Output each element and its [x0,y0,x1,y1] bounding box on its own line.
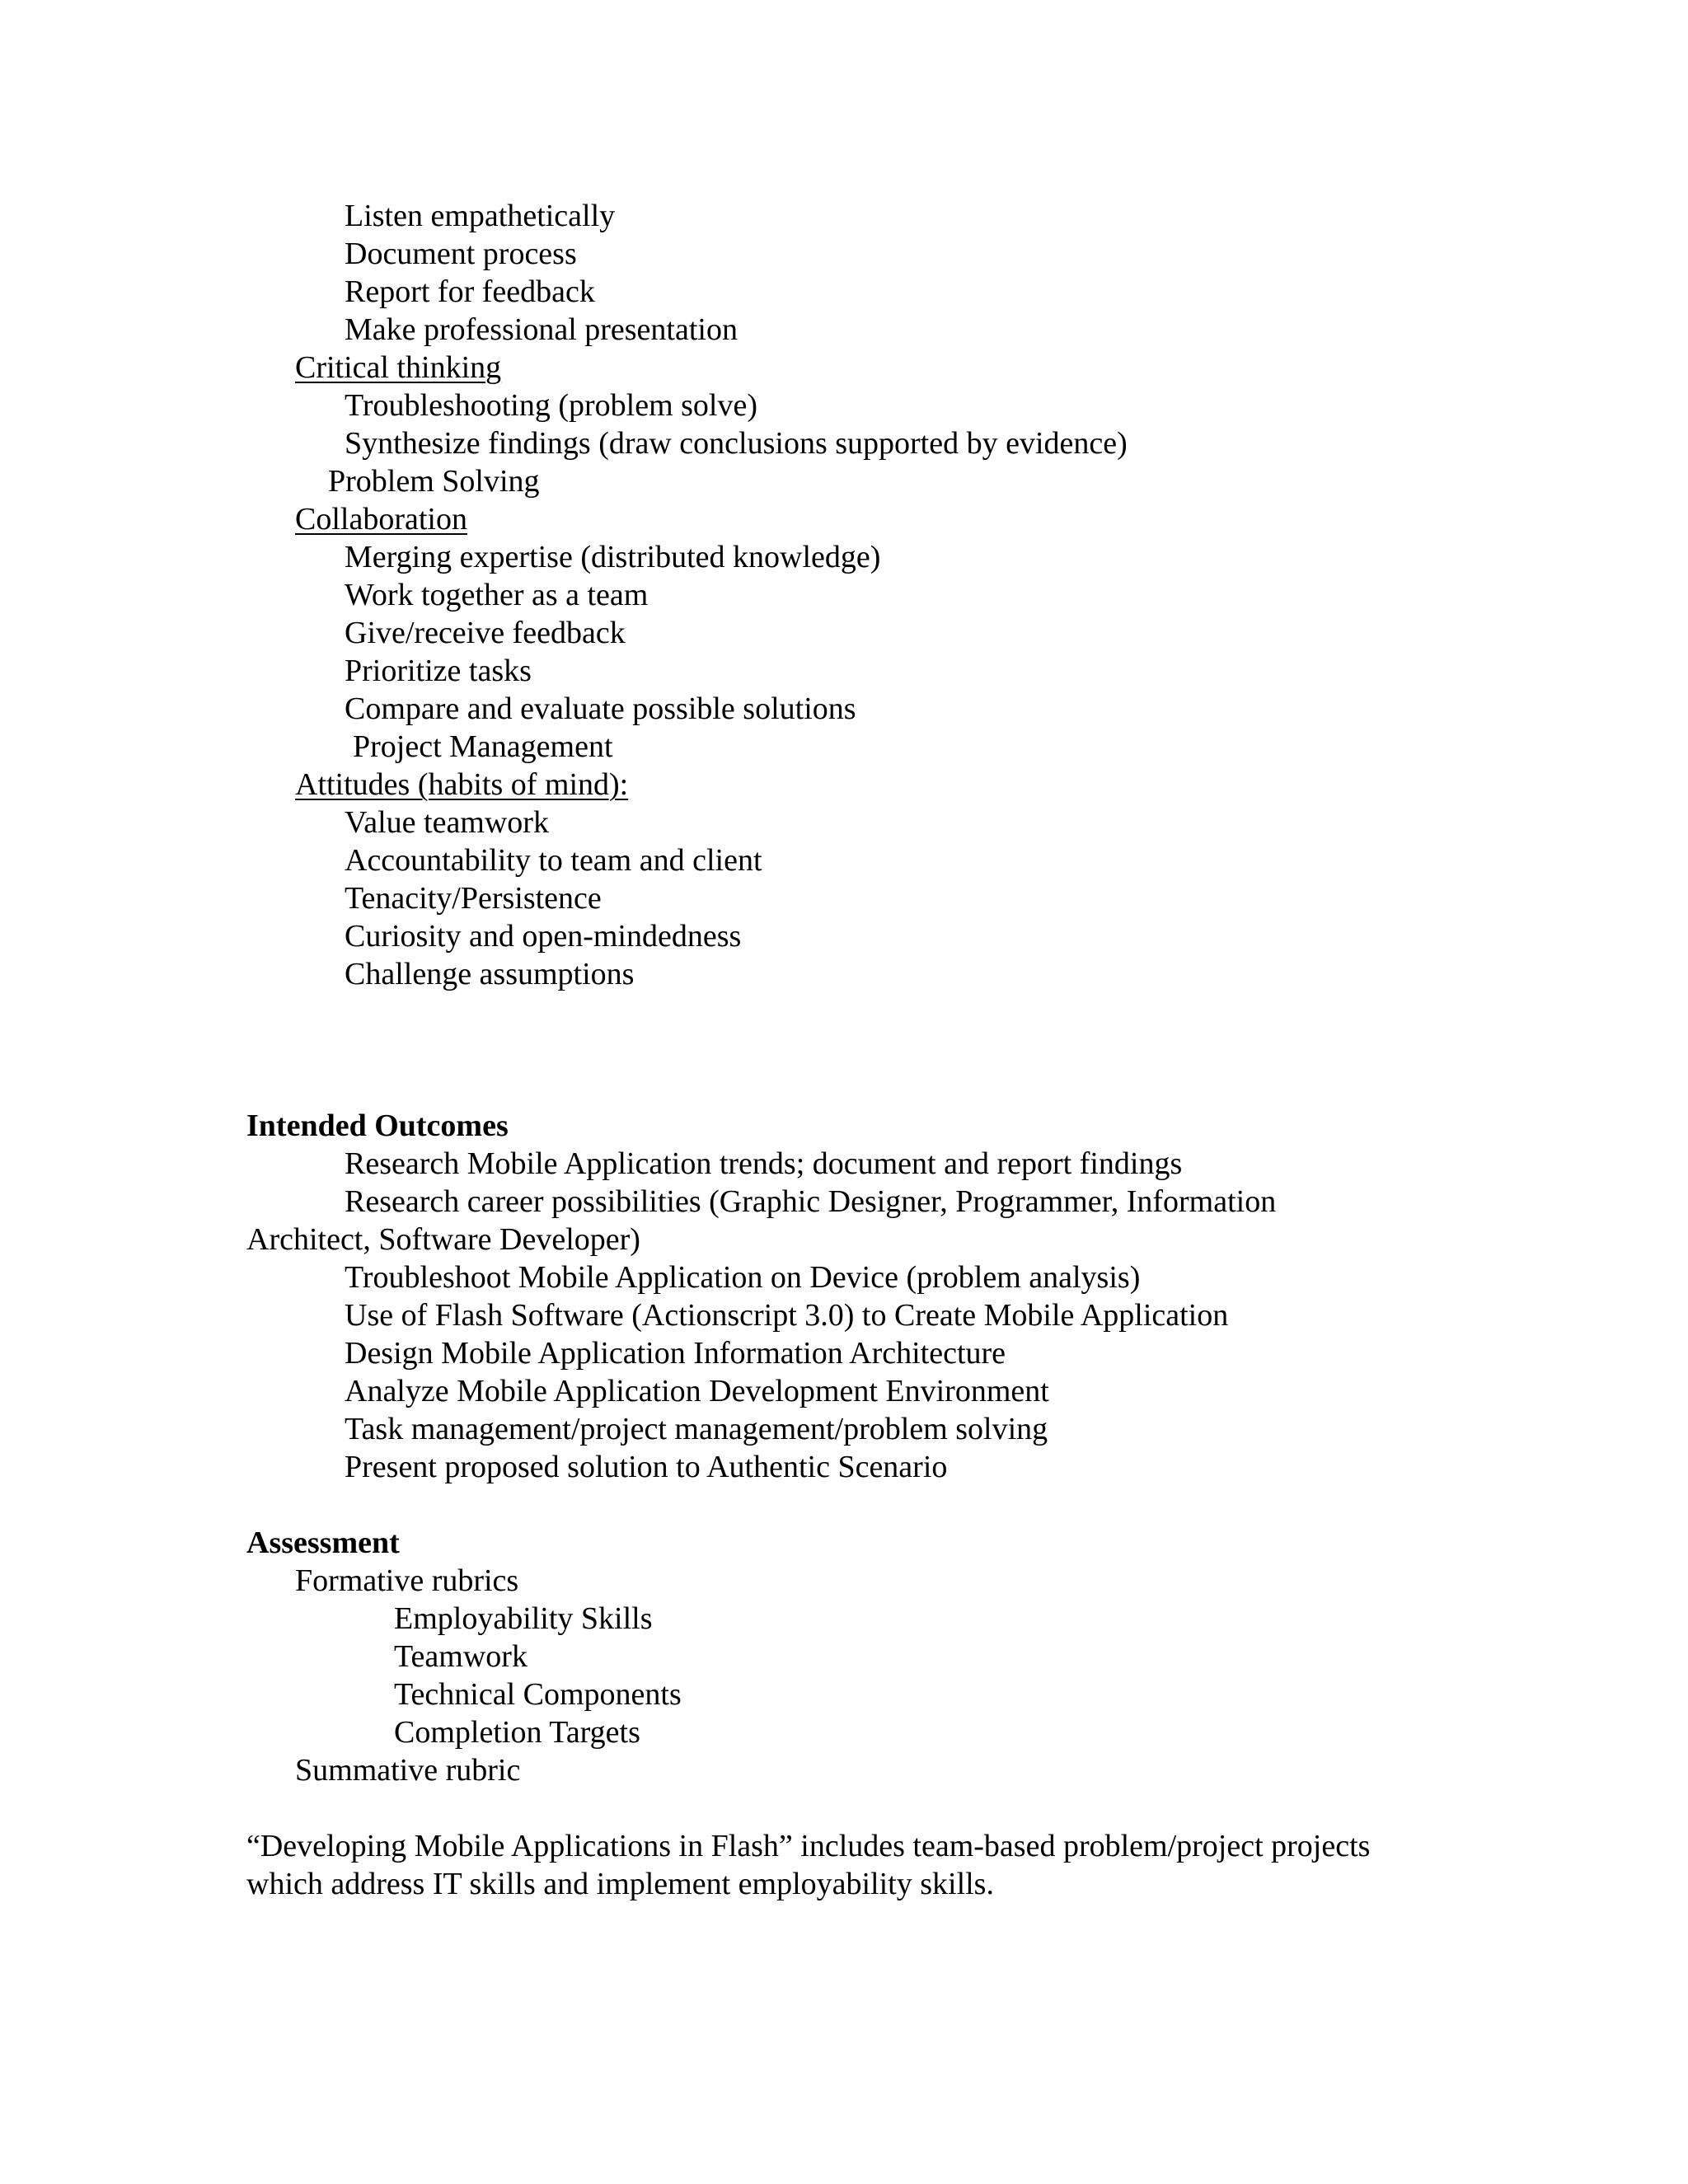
formative-item: Employability Skills [394,1601,653,1636]
formative-item: Technical Components [394,1677,682,1712]
assessment-heading: Assessment [246,1526,400,1560]
skill-item: Make professional presentation [345,312,738,347]
formative-rubrics-label: Formative rubrics [295,1563,519,1598]
closing-paragraph-line: which address IT skills and implement employability skills. [246,1867,994,1901]
attitude-item: Accountability to team and client [345,843,762,878]
outcome-item: Research career possibilities (Graphic Designer, Programmer, Information [345,1184,1277,1219]
outcome-item: Research Mobile Application trends; document and report findings [345,1146,1183,1181]
skill-item: Report for feedback [345,274,595,309]
collaboration-heading: Collaboration [295,502,467,537]
skill-item: Compare and evaluate possible solutions [345,691,856,726]
attitudes-heading: Attitudes (habits of mind): [295,767,629,802]
outcome-item: Use of Flash Software (Actionscript 3.0) to Create Mobile Application [345,1298,1229,1333]
problem-solving-label: Problem Solving [328,464,540,499]
outcome-item: Task management/project management/problem solving [345,1412,1048,1446]
outcome-item: Design Mobile Application Information Architecture [345,1336,1006,1371]
attitude-item: Challenge assumptions [345,957,635,991]
skill-item: Synthesize findings (draw conclusions supported by evidence) [345,426,1128,461]
attitude-item: Curiosity and open-mindedness [345,919,742,954]
closing-paragraph-line: “Developing Mobile Applications in Flash” includes team-based problem/project projects [246,1829,1371,1863]
attitude-item: Tenacity/Persistence [345,881,602,916]
outcome-item: Analyze Mobile Application Development Environment [345,1374,1049,1408]
summative-rubric-label: Summative rubric [295,1753,521,1788]
project-management-label: Project Management [353,729,613,764]
outcome-item-continuation: Architect, Software Developer) [246,1222,640,1257]
skill-item: Troubleshooting (problem solve) [345,388,758,423]
skill-item: Give/receive feedback [345,616,626,650]
intended-outcomes-heading: Intended Outcomes [246,1108,509,1143]
skill-item: Prioritize tasks [345,654,532,688]
outcome-item: Troubleshoot Mobile Application on Device (problem analysis) [345,1260,1141,1295]
skill-item: Listen empathetically [345,199,616,233]
attitude-item: Value teamwork [345,805,549,840]
skill-item: Document process [345,237,577,271]
outcome-item: Present proposed solution to Authentic Scenario [345,1450,948,1484]
formative-item: Teamwork [394,1639,528,1674]
formative-item: Completion Targets [394,1715,640,1750]
skill-item: Work together as a team [345,578,649,612]
skill-item: Merging expertise (distributed knowledge) [345,540,881,574]
critical-thinking-heading: Critical thinking [295,350,502,385]
